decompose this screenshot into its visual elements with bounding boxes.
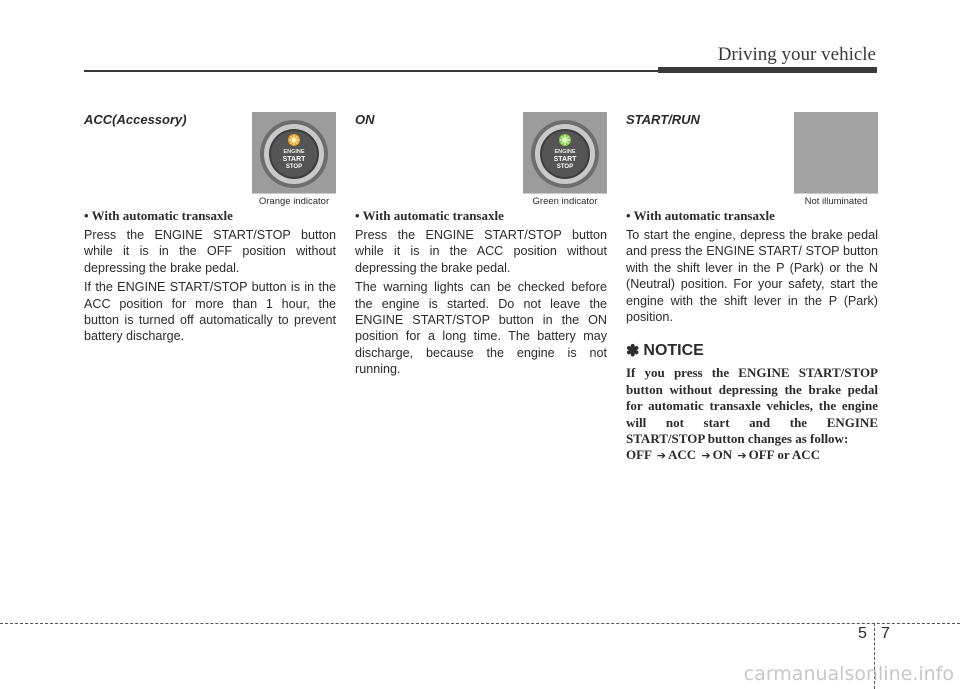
- photo-caption: Green indicator: [523, 193, 607, 210]
- subheading: • With automatic transaxle: [626, 208, 775, 223]
- paragraph: Press the ENGINE START/STOP button while it is in the ACC position without depressing the brake pedal.: [355, 228, 607, 275]
- paragraph: To start the engine, depress the brake pedal and press the ENGINE START/ STOP button with the shift lever in the P (Park) or the N (Neutral) position. For your safety, start the engine with the shift lever in the P (Park) position.: [626, 228, 878, 325]
- subheading: • With automatic transaxle: [355, 208, 504, 223]
- section-body: [84, 208, 336, 347]
- sequence-step: ON: [712, 447, 733, 463]
- watermark: carmanualsonline.info: [743, 663, 954, 685]
- notice-icon: ✽: [626, 343, 640, 361]
- page-header-title: Driving your vehicle: [717, 44, 876, 65]
- page-number: 7: [881, 625, 890, 642]
- notice-text: If you press the ENGINE START/STOP button without depressing the brake pedal for automatic transaxle vehicles, the engine will not start and the ENGINE START/STOP button changes as follow:: [626, 365, 878, 447]
- notice-heading: [626, 341, 878, 361]
- button-photo-acc: [252, 112, 336, 210]
- section-title: ON: [355, 112, 375, 127]
- paragraph: If the ENGINE START/STOP button is in the ACC position for more than 1 hour, the button is turned off automatically to prevent battery discharge.: [84, 280, 336, 344]
- engine-start-button-icon: [258, 118, 330, 190]
- arrow-right-icon: ➔: [656, 449, 666, 463]
- notice-title: NOTICE: [643, 342, 704, 360]
- button-label-line2: START: [553, 156, 577, 163]
- photo-caption: Orange indicator: [252, 193, 336, 210]
- footer-rule: [0, 623, 960, 624]
- arrow-right-icon: ➔: [737, 449, 747, 463]
- section-title: START/RUN: [626, 112, 700, 127]
- button-label-line3: STOP: [556, 164, 574, 170]
- sequence-step: ACC: [667, 447, 697, 463]
- button-label-line1: ENGINE: [283, 149, 305, 155]
- section-body: [626, 208, 878, 465]
- engine-start-button-icon: [529, 118, 601, 190]
- section-title: ACC(Accessory): [84, 112, 187, 127]
- paragraph: The warning lights can be checked before the engine is started. Do not leave the ENGINE START/STOP button in the ON position for a long time. The battery may discharge, because the engine is not running.: [355, 280, 607, 377]
- paragraph: Press the ENGINE START/STOP button while it is in the OFF position without depressing the brake pedal.: [84, 228, 336, 275]
- button-label-line2: START: [282, 156, 306, 163]
- sequence-step: OFF: [626, 447, 652, 463]
- subheading: • With automatic transaxle: [84, 208, 233, 223]
- indicator-glow: [288, 134, 300, 146]
- indicator-glow: [559, 134, 571, 146]
- sequence-step: OFF or ACC: [748, 447, 821, 463]
- button-photo-start: [794, 112, 878, 210]
- photo-caption: Not illuminated: [794, 193, 878, 210]
- arrow-right-icon: ➔: [701, 449, 711, 463]
- chapter-number: 5: [858, 625, 867, 642]
- section-body: [355, 208, 607, 380]
- notice-sequence: [626, 447, 878, 464]
- button-label-line1: ENGINE: [554, 149, 576, 155]
- header-rule-accent: [658, 67, 877, 73]
- button-label-line3: STOP: [285, 164, 303, 170]
- button-photo-on: [523, 112, 607, 210]
